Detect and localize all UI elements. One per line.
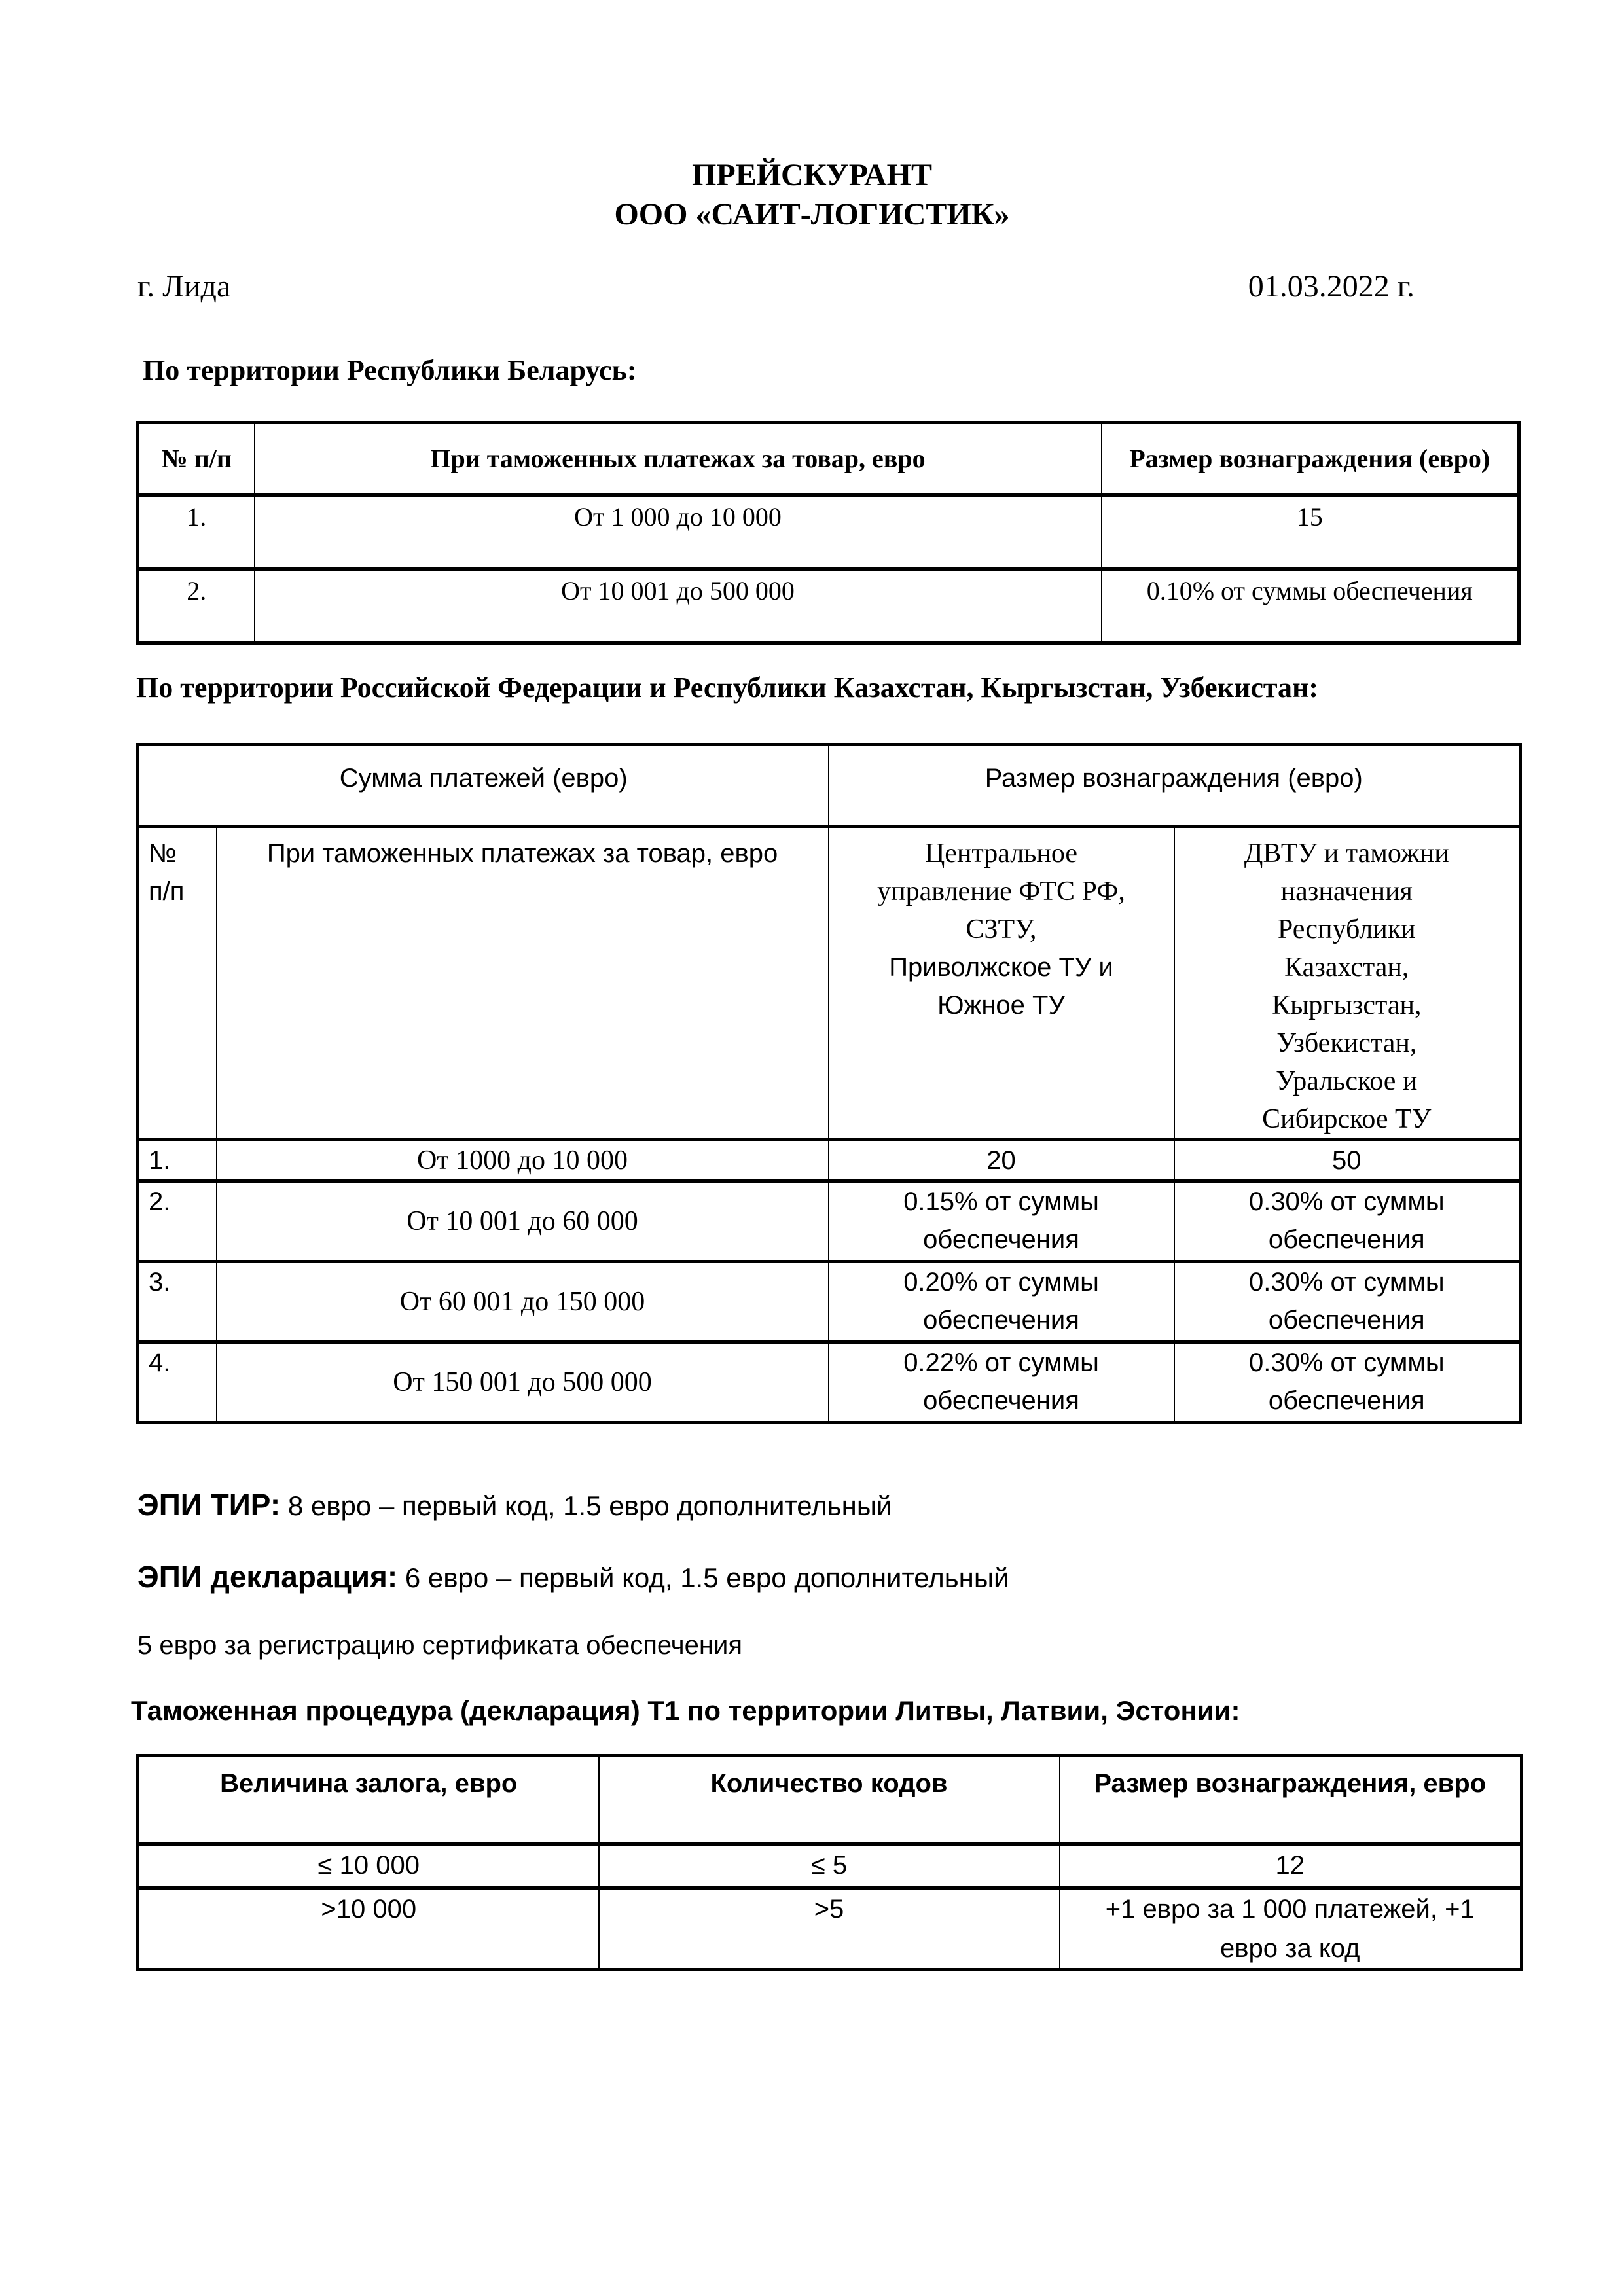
- epi-tir-line: [137, 1487, 892, 1522]
- epi-declaration-text: 6 евро – первый код, 1.5 евро дополнительный: [397, 1562, 1009, 1593]
- table-header-row: [138, 423, 1519, 495]
- table-row: [138, 1262, 1521, 1342]
- row-number: 1.: [138, 495, 255, 569]
- epi-tir-text: 8 евро – первый код, 1.5 евро дополнительный: [280, 1490, 892, 1521]
- row-number: 3.: [138, 1262, 217, 1342]
- fee-value: 15: [1102, 495, 1519, 569]
- payment-range: От 10 001 до 500 000: [255, 569, 1102, 643]
- russia-heading: По территории Российской Федерации и Республики Казахстан, Кыргызстан, Узбекистан:: [136, 672, 1319, 704]
- central-fee: 0.15% от суммы обеспечения: [829, 1181, 1174, 1262]
- fee-value: 0.10% от суммы обеспечения: [1102, 569, 1519, 643]
- dvtu-fee: 0.30% от суммы обеспечения: [1174, 1342, 1521, 1423]
- payment-range: От 150 001 до 500 000: [217, 1342, 829, 1423]
- row-number: 2.: [138, 1181, 217, 1262]
- deposit-value: ≤ 10 000: [138, 1844, 599, 1888]
- table-row: [138, 1844, 1522, 1888]
- epi-declaration-label: ЭПИ декларация:: [137, 1560, 398, 1594]
- table-row: [138, 569, 1519, 643]
- row-number: 2.: [138, 569, 255, 643]
- payment-range: От 60 001 до 150 000: [217, 1262, 829, 1342]
- table-row: [138, 1342, 1521, 1423]
- epi-declaration-line: [137, 1559, 1009, 1594]
- column-header-number: № п/п: [138, 827, 217, 1140]
- group-header-payments: Сумма платежей (евро): [138, 745, 829, 827]
- document-date: 01.03.2022 г.: [1248, 269, 1415, 304]
- group-header-fee: Размер вознаграждения (евро): [829, 745, 1521, 827]
- belarus-price-table: [136, 421, 1521, 645]
- dvtu-fee: 50: [1174, 1140, 1521, 1181]
- table-group-header-row: [138, 745, 1521, 827]
- column-header-payments: При таможенных платежах за товар, евро: [217, 827, 829, 1140]
- row-number: 1.: [138, 1140, 217, 1181]
- city: г. Лида: [137, 269, 231, 304]
- payment-range: От 10 001 до 60 000: [217, 1181, 829, 1262]
- company-name: ООО «САИТ-ЛОГИСТИК»: [614, 197, 1010, 232]
- document-title: ПРЕЙСКУРАНТ: [692, 158, 932, 192]
- row-number: 4.: [138, 1342, 217, 1423]
- deposit-value: >10 000: [138, 1888, 599, 1970]
- belarus-heading: По территории Республики Беларусь:: [143, 354, 637, 386]
- codes-value: >5: [599, 1888, 1060, 1970]
- column-header-dvtu: ДВТУ и таможни назначения Республики Казахстан, Кыргызстан, Узбекистан, Уральское и Сибирское ТУ: [1174, 827, 1521, 1140]
- fee-value: 12: [1060, 1844, 1522, 1888]
- central-fee: 0.20% от суммы обеспечения: [829, 1262, 1174, 1342]
- central-fee: 0.22% от суммы обеспечения: [829, 1342, 1174, 1423]
- codes-value: ≤ 5: [599, 1844, 1060, 1888]
- dvtu-fee: 0.30% от суммы обеспечения: [1174, 1262, 1521, 1342]
- column-header-codes: Количество кодов: [599, 1756, 1060, 1844]
- payment-range: От 1 000 до 10 000: [255, 495, 1102, 569]
- column-header-payments: При таможенных платежах за товар, евро: [255, 423, 1102, 495]
- table-row: [138, 495, 1519, 569]
- table-header-row: [138, 1756, 1522, 1844]
- dvtu-fee: 0.30% от суммы обеспечения: [1174, 1181, 1521, 1262]
- payment-range: От 1000 до 10 000: [217, 1140, 829, 1181]
- table-row: [138, 1140, 1521, 1181]
- table-row: [138, 1181, 1521, 1262]
- table-row: [138, 1888, 1522, 1970]
- column-header-central: Центральное управление ФТС РФ, СЗТУ, Приволжское ТУ и Южное ТУ: [829, 827, 1174, 1140]
- baltic-heading: Таможенная процедура (декларация) Т1 по территории Литвы, Латвии, Эстонии:: [131, 1695, 1240, 1726]
- russia-price-table: [136, 743, 1522, 1424]
- fee-value: +1 евро за 1 000 платежей, +1 евро за код: [1060, 1888, 1522, 1970]
- table-header-row: [138, 827, 1521, 1140]
- column-header-fee: Размер вознаграждения (евро): [1102, 423, 1519, 495]
- column-header-number: № п/п: [138, 423, 255, 495]
- certificate-fee-line: 5 евро за регистрацию сертификата обеспечения: [137, 1631, 742, 1660]
- baltic-t1-table: [136, 1754, 1523, 1971]
- column-header-deposit: Величина залога, евро: [138, 1756, 599, 1844]
- column-header-fee: Размер вознаграждения, евро: [1060, 1756, 1522, 1844]
- epi-tir-label: ЭПИ ТИР:: [137, 1488, 281, 1522]
- central-fee: 20: [829, 1140, 1174, 1181]
